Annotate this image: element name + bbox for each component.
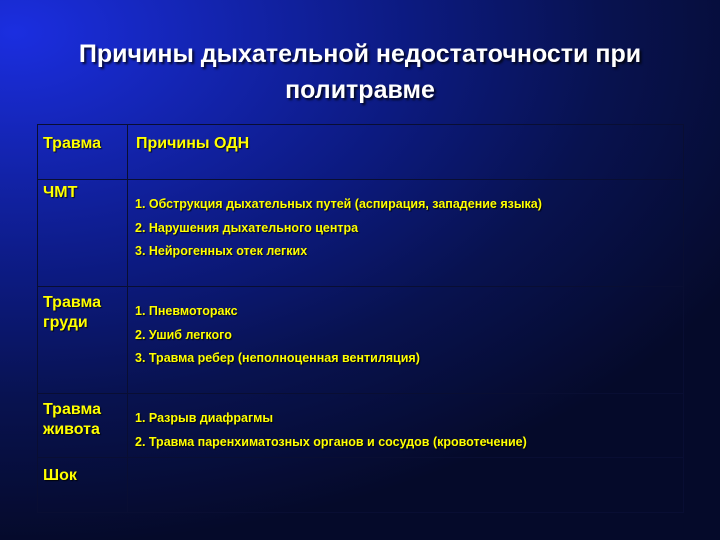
- header-trauma: Травма: [38, 125, 128, 180]
- slide-title-line-1: Причины дыхательной недостаточности при: [78, 40, 642, 68]
- cause-item: 2. Травма паренхиматозных органов и сосудов (кровотечение): [135, 434, 527, 449]
- trauma-cell: [38, 287, 128, 394]
- table-row: [38, 394, 684, 458]
- causes-cell: [128, 180, 684, 287]
- causes-table: [37, 124, 684, 513]
- cause-item: 1. Пневмоторакс: [135, 304, 238, 318]
- trauma-label: Шок: [43, 467, 77, 484]
- trauma-label: Травма: [43, 294, 101, 311]
- trauma-cell: [38, 458, 128, 513]
- cause-item: 2. Нарушения дыхательного центра: [135, 220, 359, 235]
- causes-cell: [128, 458, 684, 513]
- table-row: [38, 458, 684, 513]
- table-row: [38, 180, 684, 287]
- cause-item: 2. Ушиб легкого: [135, 327, 232, 342]
- causes-cell: [128, 287, 684, 394]
- cause-item: 3. Нейрогенных отек легких: [135, 244, 308, 258]
- trauma-label: ЧМТ: [43, 184, 78, 201]
- trauma-cell: [38, 394, 128, 458]
- causes-cell: [128, 394, 684, 458]
- table-row: [38, 287, 684, 394]
- cause-item: 1. Разрыв диафрагмы: [135, 411, 274, 425]
- header-causes: Причины ОДН: [128, 125, 684, 180]
- trauma-label: Травма: [43, 401, 101, 418]
- cause-item: 1. Обструкция дыхательных путей (аспирация, западение языка): [135, 197, 542, 211]
- slide-title-line-2: политравме: [285, 76, 435, 104]
- cause-item: 3. Травма ребер (неполноценная вентиляция): [135, 351, 420, 365]
- trauma-label-line-2: живота: [43, 421, 100, 438]
- table-header-row: [38, 125, 684, 180]
- slide-title: [20, 36, 700, 108]
- trauma-label-line-2: груди: [43, 314, 88, 331]
- trauma-cell: [38, 180, 128, 287]
